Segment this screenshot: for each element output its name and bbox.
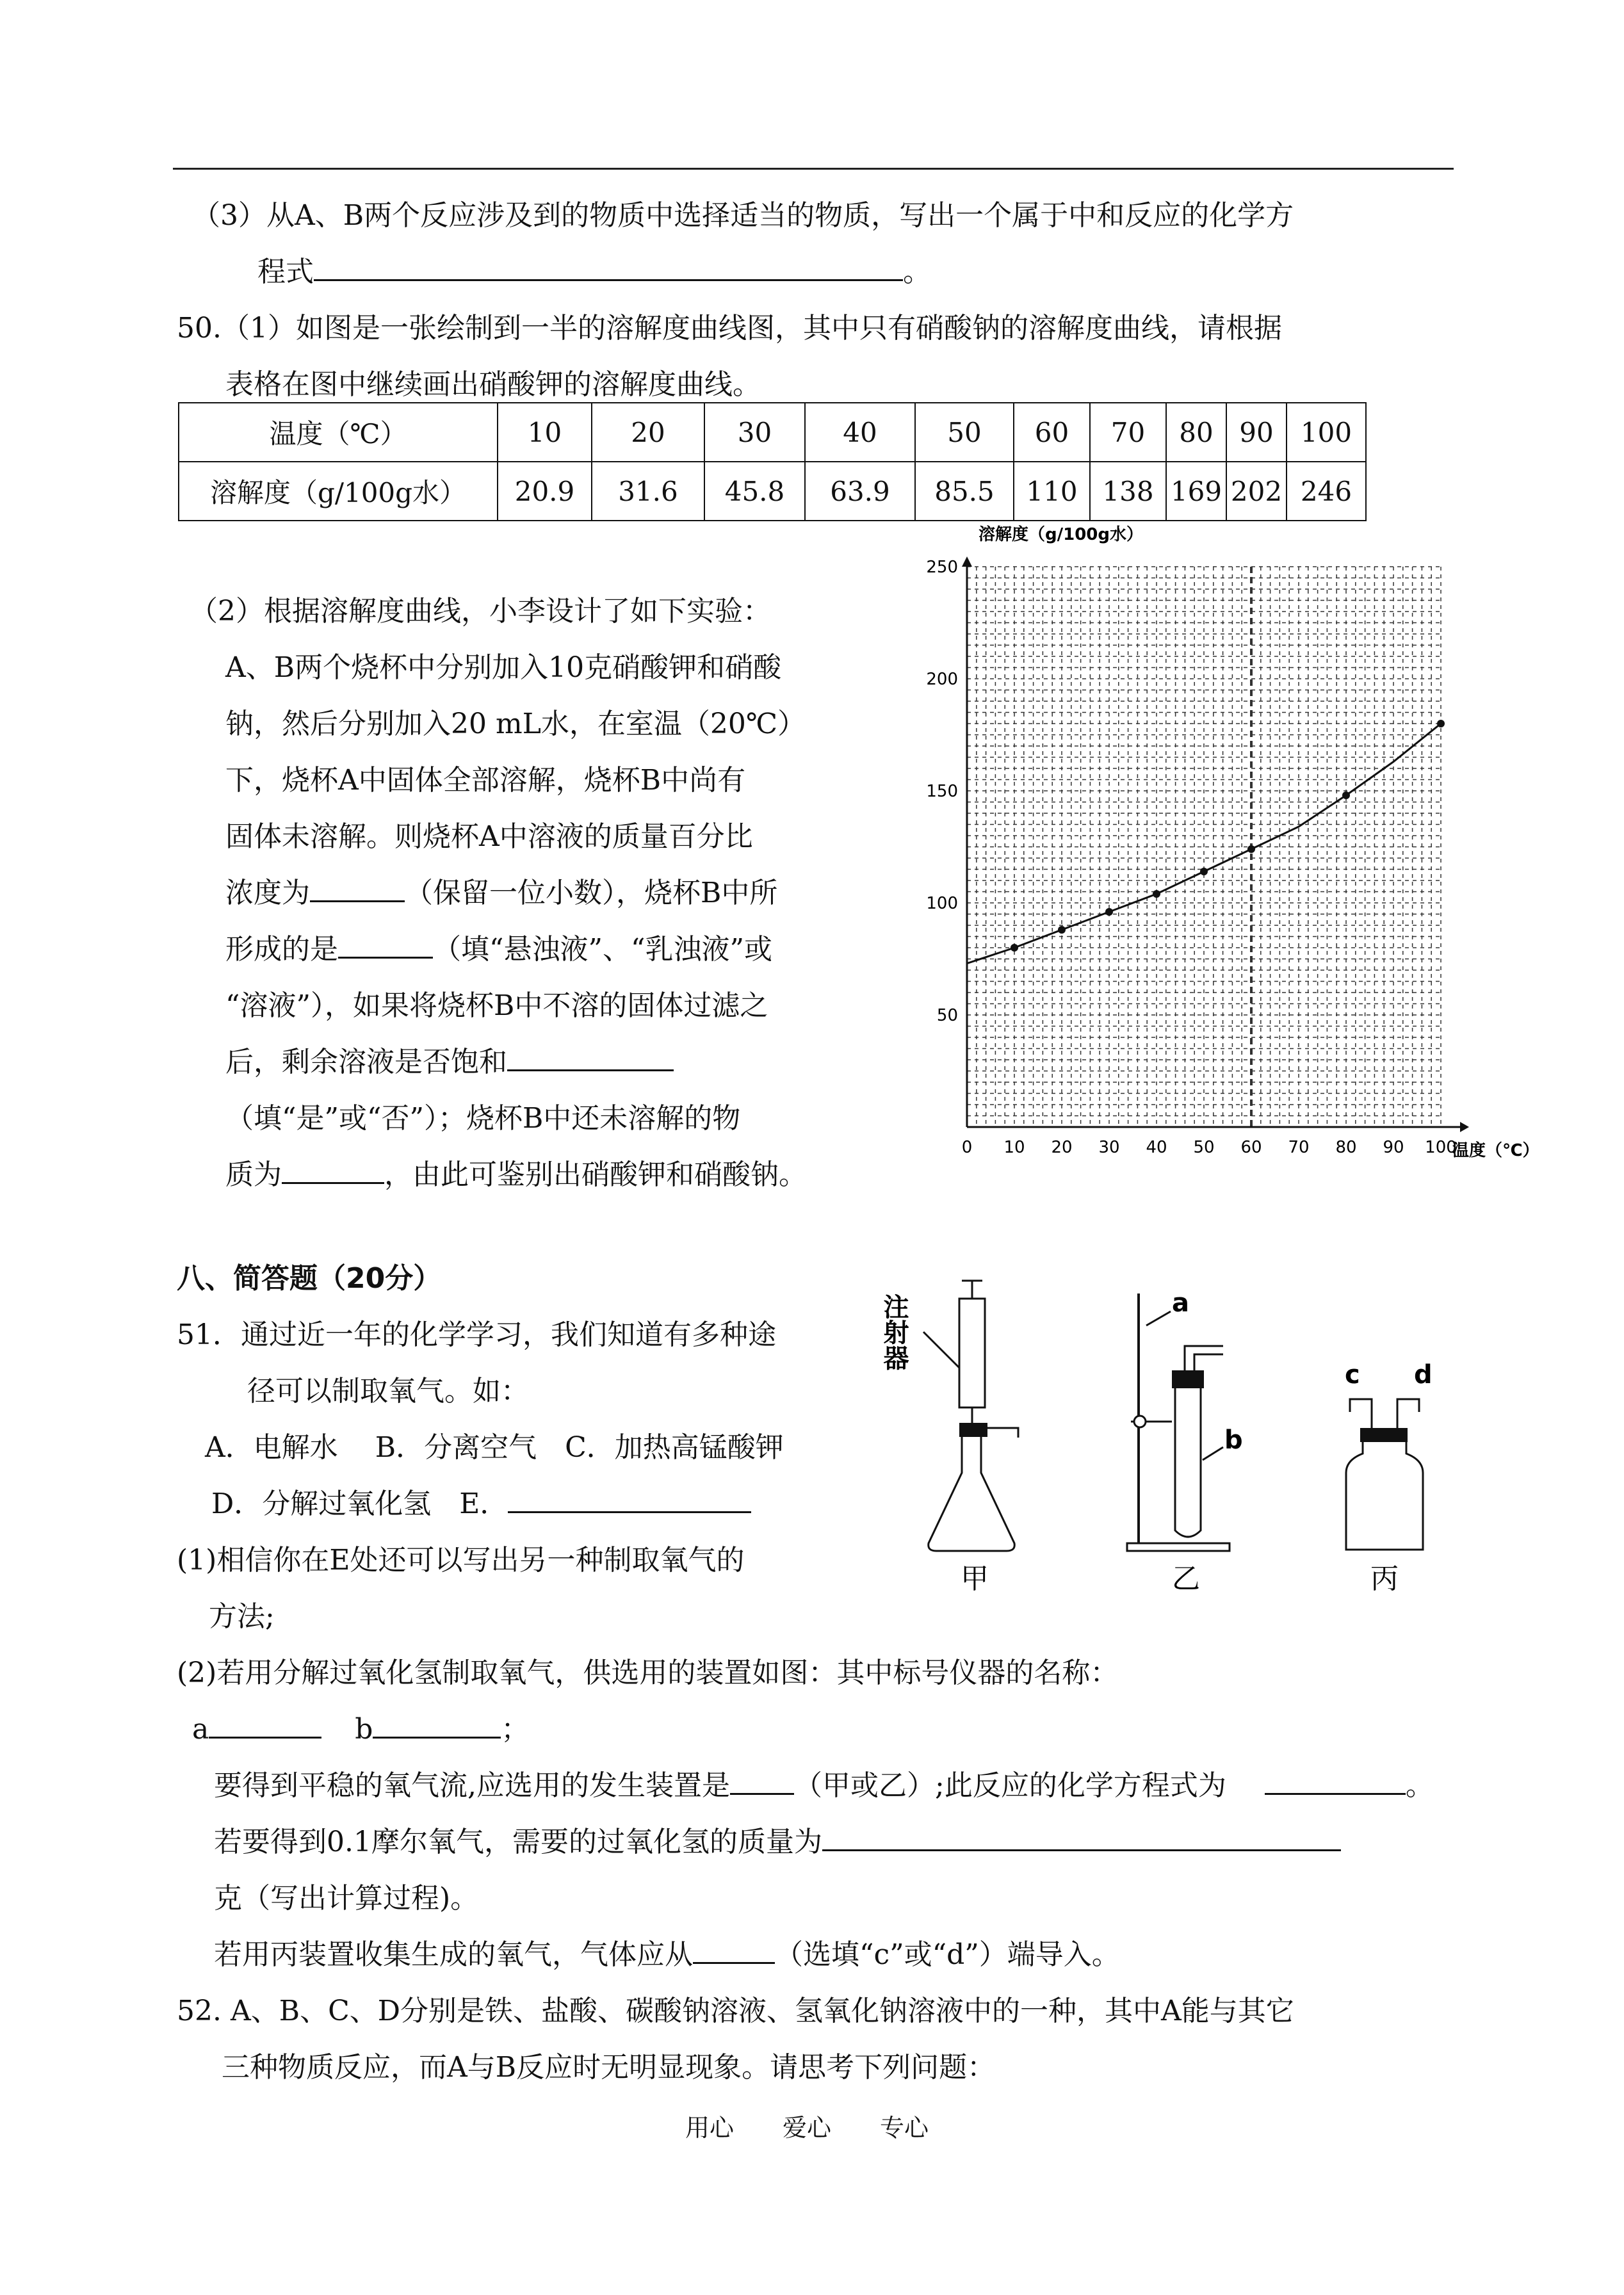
q50-part2-line1: （2）根据溶解度曲线，小李设计了如下实验： — [190, 595, 771, 628]
data-point — [1058, 926, 1066, 934]
q50-part2-line11 — [225, 1151, 807, 1192]
x-tick-label: 100 — [1425, 1138, 1457, 1157]
text-span: b — [355, 1713, 373, 1746]
text-span: ； — [501, 1713, 530, 1746]
gas-bottle — [1346, 1442, 1423, 1550]
q50-part2-line10: （填“是”或“否”）；烧杯B中还未溶解的物 — [225, 1102, 741, 1135]
mixture-type-blank[interactable] — [338, 931, 433, 959]
y-tick-label: 250 — [926, 558, 958, 577]
data-point — [1437, 720, 1445, 727]
q51-line8 — [192, 1706, 529, 1747]
data-point — [1105, 908, 1113, 916]
flask-stopper — [959, 1423, 987, 1437]
q52-line1: 52. A、B、C、D分别是铁、盐酸、碳酸钠溶液、氢氧化钠溶液中的一种，其中A能与其它 — [177, 1995, 1294, 2027]
reaction-equation-blank[interactable] — [1265, 1767, 1406, 1795]
q50-part2-line4: 下，烧杯A中固体全部溶解，烧杯B中尚有 — [225, 764, 746, 797]
flask-tube — [986, 1428, 1018, 1438]
table-cell: 80 — [1166, 403, 1226, 462]
q50-part2-line9 — [225, 1039, 674, 1080]
q49-equation-suffix: 。 — [903, 255, 931, 288]
q49-part3-line1: （3）从A、B两个反应涉及到的物质中选择适当的物质，写出一个属于中和反应的化学方 — [192, 199, 1294, 232]
text-span: 若用丙装置收集生成的氧气，气体应从 — [214, 1938, 693, 1971]
q51-line9 — [214, 1762, 1434, 1803]
table-cell: 202 — [1226, 462, 1287, 521]
x-tick-label: 40 — [1146, 1138, 1167, 1157]
label-jia: 甲 — [961, 1562, 989, 1595]
q51-line12 — [214, 1931, 1120, 1972]
table-cell: 63.9 — [805, 462, 915, 521]
chart-y-axis-label: 溶解度（g/100g水） — [978, 525, 1143, 544]
text-span: a — [192, 1713, 209, 1746]
method-e-blank[interactable] — [508, 1486, 751, 1513]
x-tick-label: 70 — [1288, 1138, 1310, 1157]
q51-line11: 克（写出计算过程)。 — [214, 1882, 479, 1915]
table-cell: 110 — [1014, 462, 1090, 521]
table-cell: 60 — [1014, 403, 1090, 462]
header-rule — [173, 168, 1454, 170]
page-footer: 用心 爱心 专心 — [685, 2114, 929, 2142]
q50-part2-line5: 固体未溶解。则烧杯A中溶液的质量百分比 — [225, 820, 753, 853]
q49-part3-line2 — [257, 248, 931, 289]
syringe-barrel — [959, 1299, 985, 1407]
text-span: 若要得到0.1摩尔氧气，需要的过氧化氢的质量为 — [214, 1826, 822, 1858]
table-cell: 20.9 — [498, 462, 592, 521]
table-cell: 138 — [1090, 462, 1166, 521]
table-cell: 169 — [1166, 462, 1226, 521]
text-span: 形成的是 — [225, 933, 338, 966]
table-row-temperature — [179, 403, 1366, 462]
x-tick-label: 30 — [1098, 1138, 1120, 1157]
q50-part2-line2: A、B两个烧杯中分别加入10克硝酸钾和硝酸 — [225, 651, 782, 684]
q51-line5: (1)相信你在E处还可以写出另一种制取氧气的 — [177, 1544, 745, 1577]
table-cell: 45.8 — [704, 462, 805, 521]
table-cell: 90 — [1226, 403, 1287, 462]
text-span: 浓度为 — [225, 877, 310, 909]
syringe-label: 注射器 — [879, 1293, 909, 1370]
syringe-pointer — [923, 1332, 962, 1370]
q51-line6: 方法; — [209, 1600, 275, 1633]
x-tick-label: 50 — [1193, 1138, 1215, 1157]
apparatus-yi — [1127, 1288, 1243, 1595]
apparatus-figure — [879, 1274, 1466, 1595]
q51-line3: A．电解水 B．分离空气 C．加热高锰酸钾 — [205, 1431, 784, 1464]
q50-line2: 表格在图中继续画出硝酸钾的溶解度曲线。 — [225, 368, 761, 401]
q51-line10 — [214, 1819, 1341, 1860]
q50-line1: 50.（1）如图是一张绘制到一半的溶解度曲线图，其中只有硝酸钠的溶解度曲线，请根据 — [177, 312, 1282, 345]
h2o2-mass-blank[interactable] — [822, 1824, 1341, 1851]
q51-line7: (2)若用分解过氧化氢制取氧气，供选用的装置如图：其中标号仪器的名称： — [177, 1657, 1119, 1689]
y-tick-label: 150 — [926, 782, 958, 801]
text-span: D．分解过氧化氢 E． — [211, 1488, 508, 1520]
q50-part2-line3: 钠，然后分别加入20 mL水，在室温（20℃） — [225, 708, 806, 740]
data-point — [1200, 868, 1208, 875]
test-tube-outlet — [1185, 1346, 1223, 1370]
y-tick-label: 100 — [926, 894, 958, 913]
test-tube-outlet-inner — [1194, 1354, 1223, 1370]
x-tick-label: 60 — [1240, 1138, 1262, 1157]
table-cell: 10 — [498, 403, 592, 462]
table-header-solubility: 溶解度（g/100g水） — [179, 462, 498, 521]
solubility-table — [178, 402, 1367, 521]
table-cell: 70 — [1090, 403, 1166, 462]
data-point — [1011, 944, 1018, 952]
instrument-a-blank[interactable] — [209, 1711, 321, 1739]
iron-stand-base — [1127, 1543, 1230, 1551]
label-a: a — [1172, 1288, 1189, 1318]
label-yi: 乙 — [1172, 1562, 1200, 1595]
table-cell: 85.5 — [915, 462, 1014, 521]
chart-axes — [962, 556, 1469, 1132]
clamp-knob — [1134, 1416, 1146, 1427]
bottle-stopper — [1360, 1428, 1408, 1442]
test-tube-stopper — [1172, 1370, 1204, 1388]
x-tick-label: 90 — [1383, 1138, 1404, 1157]
y-tick-label: 200 — [926, 670, 958, 689]
section8-title: 八、简答题（20分） — [177, 1262, 442, 1295]
table-row-solubility — [179, 462, 1366, 521]
text-span: （甲或乙）;此反应的化学方程式为 — [794, 1769, 1226, 1802]
table-cell: 20 — [592, 403, 704, 462]
table-header-temperature: 温度（℃） — [179, 403, 498, 462]
data-point — [1247, 845, 1255, 853]
apparatus-jia — [879, 1281, 1018, 1595]
label-bing: 丙 — [1370, 1562, 1399, 1595]
generator-choice-blank[interactable] — [730, 1767, 794, 1795]
data-point — [1153, 890, 1160, 898]
q50-part2-line7 — [225, 926, 772, 967]
x-tick-label: 0 — [961, 1138, 973, 1157]
label-c: c — [1345, 1360, 1360, 1390]
q50-part2-line6 — [225, 870, 777, 911]
text-span: （选填“c”或“d”）端导入。 — [775, 1938, 1120, 1971]
x-tick-label: 20 — [1051, 1138, 1073, 1157]
text-span: 后，剩余溶液是否饱和 — [225, 1046, 507, 1078]
data-point — [1342, 791, 1350, 799]
text-span: ，由此可鉴别出硝酸钾和硝酸钠。 — [384, 1158, 807, 1191]
table-cell: 50 — [915, 403, 1014, 462]
text-span: （填“悬浊液”、“乳浊液”或 — [433, 933, 772, 966]
table-cell: 31.6 — [592, 462, 704, 521]
y-tick-label: 50 — [936, 1006, 958, 1025]
gas-inlet-blank[interactable] — [693, 1936, 775, 1964]
text-span: 要得到平稳的氧气流,应选用的发生装置是 — [214, 1769, 730, 1802]
q49-equation-prefix: 程式 — [257, 255, 314, 288]
table-cell: 30 — [704, 403, 805, 462]
q51-line1: 51．通过近一年的化学学习，我们知道有多种途 — [177, 1318, 776, 1351]
chart-x-axis-label: 温度（℃） — [1452, 1141, 1539, 1160]
label-b-pointer — [1203, 1447, 1223, 1460]
q50-part2-line8: “溶液”），如果将烧杯B中不溶的固体过滤之 — [225, 989, 768, 1022]
y-axis-arrow — [962, 556, 972, 567]
apparatus-bing — [1345, 1360, 1433, 1595]
x-tick-label: 10 — [1003, 1138, 1025, 1157]
solubility-chart — [909, 522, 1537, 1181]
x-axis-arrow — [1460, 1122, 1469, 1132]
concentration-blank[interactable] — [310, 875, 405, 902]
q51-line2: 径可以制取氧气。如： — [247, 1375, 529, 1407]
label-d: d — [1414, 1360, 1433, 1390]
undissolved-substance-blank[interactable] — [282, 1156, 384, 1184]
short-tube-d — [1397, 1399, 1419, 1428]
label-a-pointer — [1146, 1311, 1171, 1326]
text-span: （保留一位小数），烧杯B中所 — [405, 877, 778, 909]
chart-grid — [967, 567, 1441, 1127]
text-span: 质为 — [225, 1158, 282, 1191]
conical-flask — [929, 1437, 1015, 1551]
chart-ticks — [926, 558, 1456, 1157]
instrument-b-blank[interactable] — [373, 1711, 501, 1739]
table-cell: 246 — [1287, 462, 1366, 521]
q51-line4 — [211, 1480, 751, 1521]
saturated-blank[interactable] — [507, 1044, 674, 1071]
table-cell: 100 — [1287, 403, 1366, 462]
test-tube — [1175, 1388, 1201, 1537]
x-tick-label: 80 — [1335, 1138, 1357, 1157]
text-span: 。 — [1405, 1769, 1434, 1802]
q49-equation-blank[interactable] — [314, 254, 903, 281]
q52-line2: 三种物质反应，而A与B反应时无明显现象。请思考下列问题： — [222, 2051, 996, 2084]
label-b: b — [1224, 1425, 1243, 1455]
table-cell: 40 — [805, 403, 915, 462]
